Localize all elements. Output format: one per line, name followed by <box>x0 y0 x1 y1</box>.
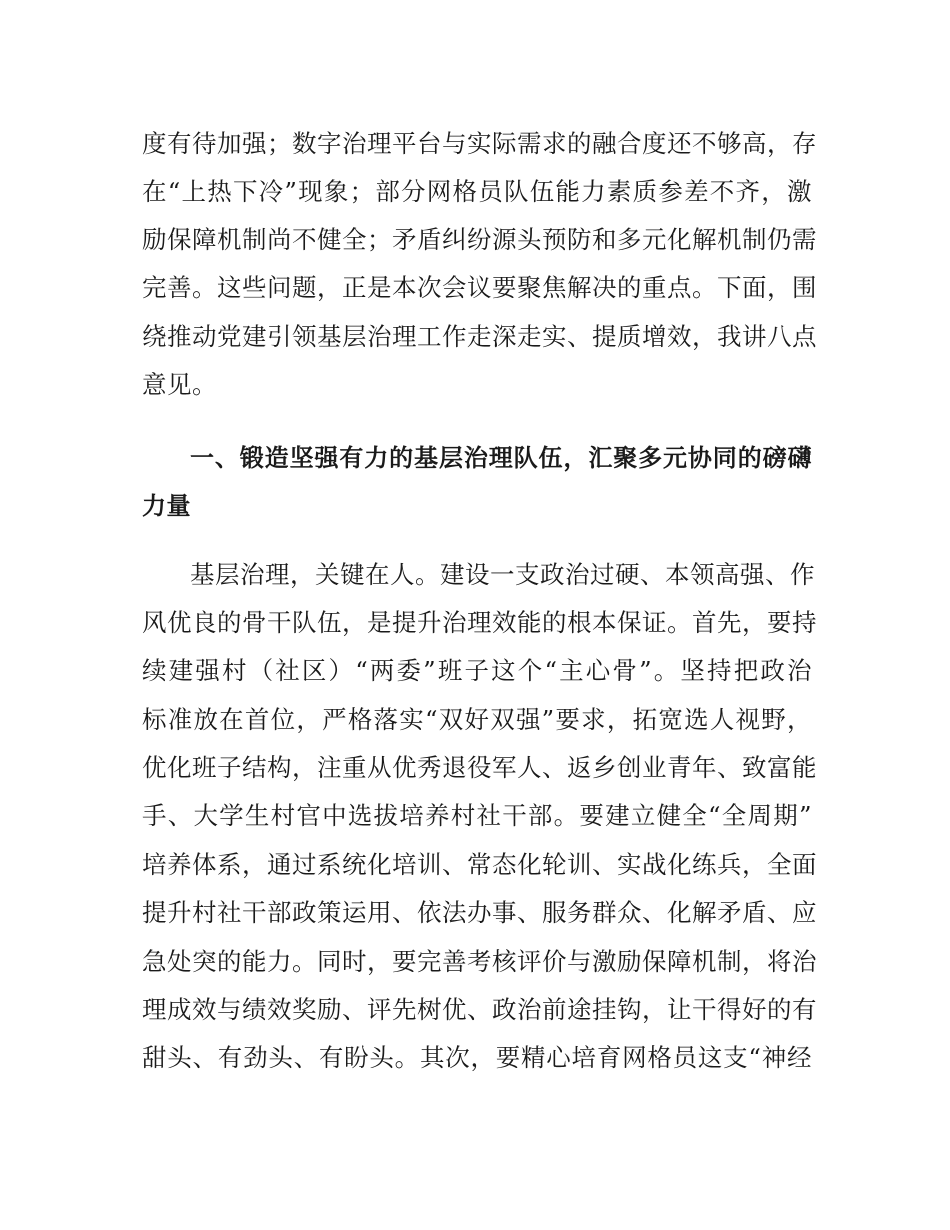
intro-line: 意见。 <box>142 370 217 399</box>
body-line: 标准放在首位，严格落实“双好双强”要求，拓宽选人视野， <box>142 705 812 734</box>
body-line: 风优良的骨干队伍，是提升治理效能的根本保证。首先，要持 <box>142 608 817 637</box>
body-line: 理成效与绩效奖励、评先树优、政治前途挂钩，让干得好的有 <box>142 995 817 1024</box>
body-line: 急处突的能力。同时，要完善考核评价与激励保障机制，将治 <box>142 947 817 976</box>
body-line: 优化班子结构，注重从优秀退役军人、返乡创业青年、致富能 <box>142 753 817 782</box>
section-heading: 力量 <box>142 492 191 520</box>
intro-line: 励保障机制尚不健全；矛盾纠纷源头预防和多元化解机制仍需 <box>142 225 817 254</box>
intro-line: 在“上热下冷”现象；部分网格员队伍能力素质参差不齐，激 <box>142 177 812 206</box>
intro-line: 完善。这些问题，正是本次会议要聚焦解决的重点。下面，围 <box>142 273 817 302</box>
intro-line: 绕推动党建引领基层治理工作走深走实、提质增效，我讲八点 <box>142 322 817 351</box>
body-line: 培养体系，通过系统化培训、常态化轮训、实战化练兵，全面 <box>142 850 817 879</box>
body-line: 续建强村（社区）“两委”班子这个“主心骨”。坚持把政治 <box>142 656 812 685</box>
section-heading: 一、锻造坚强有力的基层治理队伍，汇聚多元协同的磅礴 <box>190 444 812 472</box>
body-line: 提升村社干部政策运用、依法办事、服务群众、化解矛盾、应 <box>142 898 817 927</box>
intro-line: 度有待加强；数字治理平台与实际需求的融合度还不够高，存 <box>142 129 817 158</box>
body-line: 基层治理，关键在人。建设一支政治过硬、本领高强、作 <box>190 560 815 589</box>
body-line: 甜头、有劲头、有盼头。其次，要精心培育网格员这支“神经 <box>142 1043 812 1072</box>
body-line: 手、大学生村官中选拔培养村社干部。要建立健全“全周期” <box>142 801 812 830</box>
